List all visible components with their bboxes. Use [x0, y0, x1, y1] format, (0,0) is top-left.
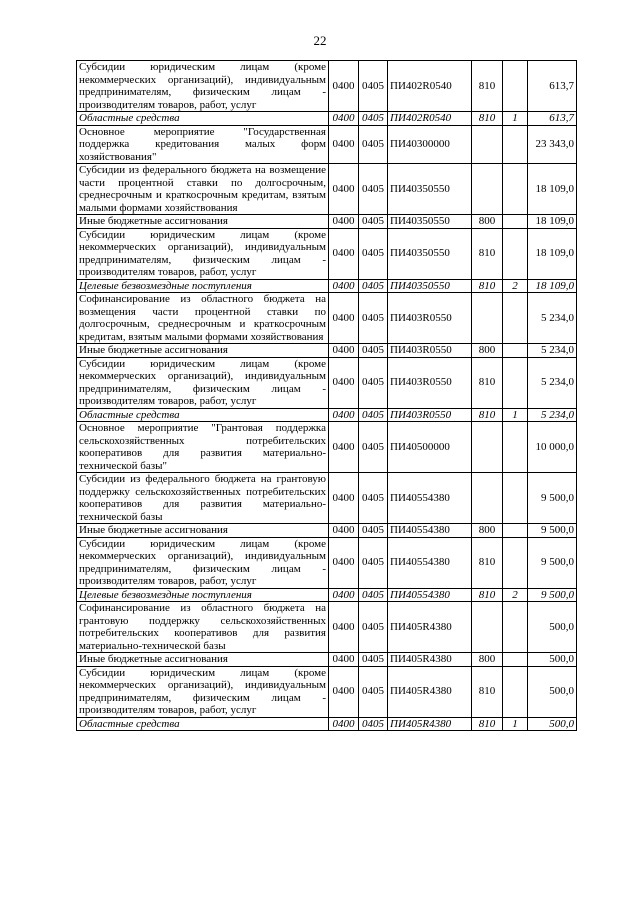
row-amount-cell: 5 234,0 — [528, 293, 577, 344]
page-number: 22 — [313, 33, 327, 48]
row-funding-source-cell — [503, 422, 528, 473]
row-name-cell: Областные средства — [77, 717, 329, 731]
table-row — [77, 357, 577, 408]
row-section-code-cell: 0400 — [329, 588, 359, 602]
row-name-cell: Субсидии юридическим лицам (кроме некоммерческих организаций), индивидуальным предпринимателям, физическим лицам - производителям товаров, работ, услуг — [77, 228, 329, 279]
row-funding-source-cell — [503, 164, 528, 215]
table-row — [77, 588, 577, 602]
row-section-code-cell: 0400 — [329, 717, 359, 731]
row-funding-source-cell: 1 — [503, 717, 528, 731]
row-section-code-cell: 0400 — [329, 357, 359, 408]
row-section-code-cell: 0400 — [329, 112, 359, 126]
row-funding-source-cell: 1 — [503, 408, 528, 422]
row-expense-type-cell: 800 — [472, 215, 503, 229]
row-funding-source-cell — [503, 653, 528, 667]
row-section-code-cell: 0400 — [329, 653, 359, 667]
row-amount-cell: 500,0 — [528, 653, 577, 667]
row-section-code-cell: 0400 — [329, 228, 359, 279]
row-amount-cell: 500,0 — [528, 666, 577, 717]
row-expense-type-cell: 810 — [472, 588, 503, 602]
row-section-code-cell: 0400 — [329, 61, 359, 112]
row-amount-cell: 18 109,0 — [528, 279, 577, 293]
row-section-code-cell: 0400 — [329, 602, 359, 653]
row-funding-source-cell — [503, 357, 528, 408]
row-section-code-cell: 0400 — [329, 215, 359, 229]
row-target-article-cell: ПИ40350550 — [388, 215, 472, 229]
row-section-code-cell: 0400 — [329, 344, 359, 358]
row-expense-type-cell: 800 — [472, 653, 503, 667]
row-subsection-code-cell: 0405 — [359, 215, 388, 229]
row-name-cell: Областные средства — [77, 408, 329, 422]
row-expense-type-cell — [472, 164, 503, 215]
row-amount-cell: 9 500,0 — [528, 524, 577, 538]
row-amount-cell: 5 234,0 — [528, 344, 577, 358]
row-subsection-code-cell: 0405 — [359, 653, 388, 667]
row-expense-type-cell — [472, 602, 503, 653]
budget-table — [76, 60, 577, 731]
row-section-code-cell: 0400 — [329, 537, 359, 588]
row-name-cell: Целевые безвозмездные поступления — [77, 588, 329, 602]
table-row — [77, 293, 577, 344]
row-target-article-cell: ПИ40554380 — [388, 473, 472, 524]
row-target-article-cell: ПИ40500000 — [388, 422, 472, 473]
row-target-article-cell: ПИ405R4380 — [388, 717, 472, 731]
row-subsection-code-cell: 0405 — [359, 537, 388, 588]
row-section-code-cell: 0400 — [329, 666, 359, 717]
row-subsection-code-cell: 0405 — [359, 717, 388, 731]
row-funding-source-cell — [503, 537, 528, 588]
row-funding-source-cell — [503, 602, 528, 653]
row-target-article-cell: ПИ40554380 — [388, 588, 472, 602]
row-section-code-cell: 0400 — [329, 125, 359, 164]
row-amount-cell: 613,7 — [528, 61, 577, 112]
row-subsection-code-cell: 0405 — [359, 293, 388, 344]
row-expense-type-cell: 810 — [472, 357, 503, 408]
table-row — [77, 112, 577, 126]
row-target-article-cell: ПИ403R0550 — [388, 408, 472, 422]
row-section-code-cell: 0400 — [329, 279, 359, 293]
row-funding-source-cell: 1 — [503, 112, 528, 126]
row-expense-type-cell — [472, 473, 503, 524]
row-funding-source-cell — [503, 344, 528, 358]
table-row — [77, 228, 577, 279]
row-amount-cell: 18 109,0 — [528, 215, 577, 229]
row-name-cell: Субсидии из федерального бюджета на возмещение части процентной ставки по долгосрочным, среднесрочным и краткосрочным кредитам, взятым малыми формами хозяйствования — [77, 164, 329, 215]
table-row — [77, 717, 577, 731]
table-row — [77, 215, 577, 229]
row-amount-cell: 500,0 — [528, 717, 577, 731]
table-row — [77, 422, 577, 473]
row-target-article-cell: ПИ403R0550 — [388, 357, 472, 408]
row-name-cell: Иные бюджетные ассигнования — [77, 344, 329, 358]
row-subsection-code-cell: 0405 — [359, 602, 388, 653]
row-funding-source-cell — [503, 61, 528, 112]
row-name-cell: Иные бюджетные ассигнования — [77, 653, 329, 667]
row-subsection-code-cell: 0405 — [359, 422, 388, 473]
row-section-code-cell: 0400 — [329, 164, 359, 215]
row-funding-source-cell: 2 — [503, 279, 528, 293]
row-subsection-code-cell: 0405 — [359, 524, 388, 538]
row-name-cell: Субсидии юридическим лицам (кроме некоммерческих организаций), индивидуальным предпринимателям, физическим лицам - производителям товаров, работ, услуг — [77, 357, 329, 408]
row-target-article-cell: ПИ405R4380 — [388, 666, 472, 717]
row-funding-source-cell — [503, 666, 528, 717]
row-name-cell: Иные бюджетные ассигнования — [77, 524, 329, 538]
table-row — [77, 344, 577, 358]
row-target-article-cell: ПИ40350550 — [388, 279, 472, 293]
row-name-cell: Софинансирование из областного бюджета на грантовую поддержку сельскохозяйственных потребительских кооперативов для развития материально-технической базы — [77, 602, 329, 653]
table-row — [77, 537, 577, 588]
row-section-code-cell: 0400 — [329, 524, 359, 538]
row-target-article-cell: ПИ403R0550 — [388, 344, 472, 358]
row-section-code-cell: 0400 — [329, 422, 359, 473]
row-name-cell: Областные средства — [77, 112, 329, 126]
row-target-article-cell: ПИ40300000 — [388, 125, 472, 164]
row-amount-cell: 9 500,0 — [528, 588, 577, 602]
row-subsection-code-cell: 0405 — [359, 357, 388, 408]
row-subsection-code-cell: 0405 — [359, 112, 388, 126]
row-subsection-code-cell: 0405 — [359, 666, 388, 717]
row-expense-type-cell — [472, 422, 503, 473]
row-section-code-cell: 0400 — [329, 408, 359, 422]
row-amount-cell: 613,7 — [528, 112, 577, 126]
row-amount-cell: 10 000,0 — [528, 422, 577, 473]
table-row — [77, 279, 577, 293]
row-subsection-code-cell: 0405 — [359, 473, 388, 524]
row-expense-type-cell — [472, 125, 503, 164]
row-funding-source-cell — [503, 293, 528, 344]
table-row — [77, 602, 577, 653]
row-target-article-cell: ПИ402R0540 — [388, 61, 472, 112]
row-name-cell: Субсидии юридическим лицам (кроме некоммерческих организаций), индивидуальным предпринимателям, физическим лицам - производителям товаров, работ, услуг — [77, 666, 329, 717]
row-name-cell: Субсидии юридическим лицам (кроме некоммерческих организаций), индивидуальным предпринимателям, физическим лицам - производителям товаров, работ, услуг — [77, 61, 329, 112]
row-amount-cell: 5 234,0 — [528, 357, 577, 408]
row-target-article-cell: ПИ40554380 — [388, 524, 472, 538]
row-amount-cell: 9 500,0 — [528, 537, 577, 588]
row-funding-source-cell: 2 — [503, 588, 528, 602]
row-target-article-cell: ПИ40350550 — [388, 164, 472, 215]
row-subsection-code-cell: 0405 — [359, 61, 388, 112]
table-row — [77, 408, 577, 422]
row-name-cell: Софинансирование из областного бюджета на возмещения части процентной ставки по долгосрочным, среднесрочным и краткосрочным кредитам, взятым малыми формами хозяйствования — [77, 293, 329, 344]
table-row — [77, 473, 577, 524]
table-row — [77, 164, 577, 215]
row-subsection-code-cell: 0405 — [359, 125, 388, 164]
row-expense-type-cell: 810 — [472, 537, 503, 588]
row-subsection-code-cell: 0405 — [359, 344, 388, 358]
row-funding-source-cell — [503, 473, 528, 524]
row-target-article-cell: ПИ40554380 — [388, 537, 472, 588]
row-subsection-code-cell: 0405 — [359, 279, 388, 293]
row-amount-cell: 9 500,0 — [528, 473, 577, 524]
row-expense-type-cell: 810 — [472, 112, 503, 126]
row-subsection-code-cell: 0405 — [359, 408, 388, 422]
row-name-cell: Основное мероприятие "Грантовая поддержка сельскохозяйственных потребительских кооперативов для развития материально-технической базы" — [77, 422, 329, 473]
table-row — [77, 125, 577, 164]
row-funding-source-cell — [503, 215, 528, 229]
row-expense-type-cell: 810 — [472, 717, 503, 731]
row-target-article-cell: ПИ403R0550 — [388, 293, 472, 344]
row-expense-type-cell: 810 — [472, 408, 503, 422]
row-funding-source-cell — [503, 228, 528, 279]
row-amount-cell: 500,0 — [528, 602, 577, 653]
row-funding-source-cell — [503, 524, 528, 538]
row-expense-type-cell: 810 — [472, 666, 503, 717]
row-target-article-cell: ПИ405R4380 — [388, 602, 472, 653]
table-row — [77, 666, 577, 717]
row-name-cell: Субсидии юридическим лицам (кроме некоммерческих организаций), индивидуальным предпринимателям, физическим лицам - производителям товаров, работ, услуг — [77, 537, 329, 588]
table-row — [77, 653, 577, 667]
row-target-article-cell: ПИ405R4380 — [388, 653, 472, 667]
row-amount-cell: 18 109,0 — [528, 228, 577, 279]
row-funding-source-cell — [503, 125, 528, 164]
row-target-article-cell: ПИ402R0540 — [388, 112, 472, 126]
row-subsection-code-cell: 0405 — [359, 588, 388, 602]
row-subsection-code-cell: 0405 — [359, 164, 388, 215]
row-amount-cell: 23 343,0 — [528, 125, 577, 164]
row-expense-type-cell: 800 — [472, 344, 503, 358]
row-amount-cell: 5 234,0 — [528, 408, 577, 422]
row-expense-type-cell: 810 — [472, 228, 503, 279]
row-section-code-cell: 0400 — [329, 473, 359, 524]
table-body — [77, 61, 577, 731]
row-name-cell: Иные бюджетные ассигнования — [77, 215, 329, 229]
row-name-cell: Субсидии из федерального бюджета на грантовую поддержку сельскохозяйственных потребительских кооперативов для развития материально-технической базы — [77, 473, 329, 524]
row-name-cell: Целевые безвозмездные поступления — [77, 279, 329, 293]
row-subsection-code-cell: 0405 — [359, 228, 388, 279]
row-name-cell: Основное мероприятие "Государственная поддержка кредитования малых форм хозяйствования" — [77, 125, 329, 164]
row-expense-type-cell: 800 — [472, 524, 503, 538]
table-row — [77, 61, 577, 112]
row-section-code-cell: 0400 — [329, 293, 359, 344]
table-row — [77, 524, 577, 538]
row-expense-type-cell — [472, 293, 503, 344]
row-amount-cell: 18 109,0 — [528, 164, 577, 215]
row-expense-type-cell: 810 — [472, 61, 503, 112]
row-target-article-cell: ПИ40350550 — [388, 228, 472, 279]
row-expense-type-cell: 810 — [472, 279, 503, 293]
